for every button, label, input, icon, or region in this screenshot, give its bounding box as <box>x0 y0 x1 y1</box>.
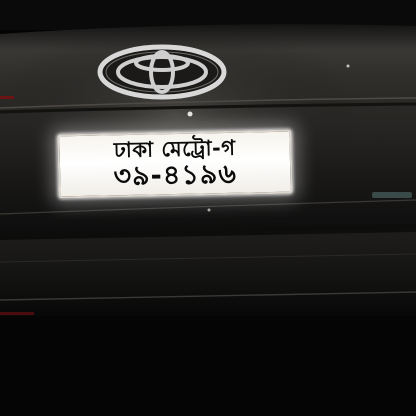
plate-region-text: ঢাকা মেট্রো-গ <box>113 135 236 163</box>
ground-shadow <box>0 316 416 416</box>
model-badge <box>372 192 412 198</box>
toyota-logo-icon <box>96 44 228 100</box>
glint <box>208 209 211 212</box>
plate-number-text: ৩৯-৪১৯৬ <box>113 158 238 193</box>
glint <box>188 112 193 117</box>
rear-bumper <box>0 232 416 318</box>
left-tail-light <box>0 96 14 99</box>
license-plate <box>57 130 292 199</box>
glint <box>347 65 350 68</box>
left-reflector <box>0 312 34 315</box>
